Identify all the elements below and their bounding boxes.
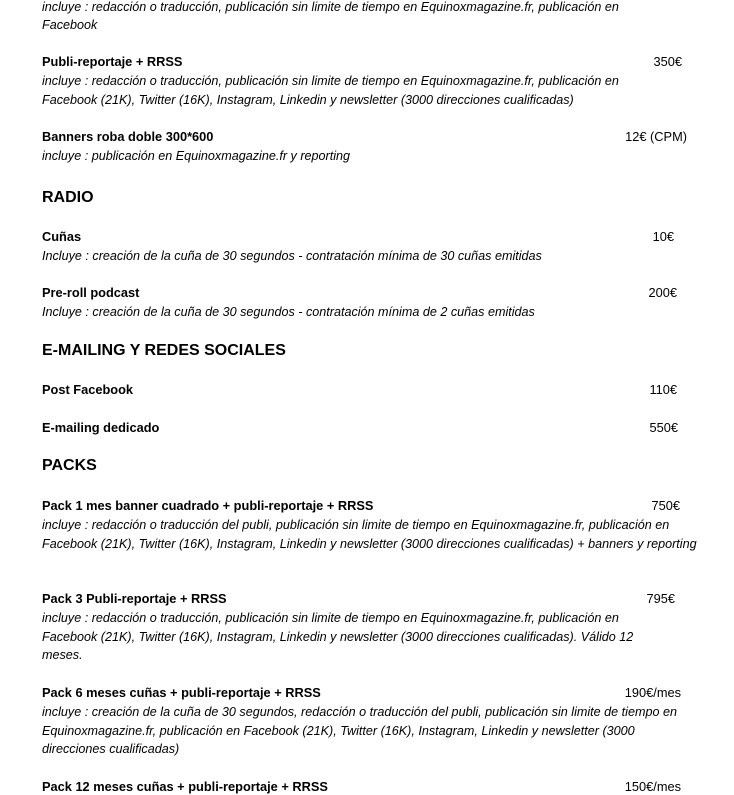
item-desc-pack6: incluye : creación de la cuña de 30 segundos, redacción o traducción del publi, publicación sin limite de tiempo en Equinoxmagazine.fr, publicación en Facebook (21K), Twitter (16K), Instagram, Linkedin y newsletter (3000 direcciones cualificadas) bbox=[42, 705, 677, 757]
item-price-pack1: 750€ bbox=[651, 498, 680, 513]
item-title-pack6: Pack 6 meses cuñas + publi-reportaje + RRSS bbox=[42, 685, 321, 700]
item-desc-cunas: Incluye : creación de la cuña de 30 segundos - contratación mínima de 30 cuñas emitidas bbox=[42, 249, 542, 263]
item-title-preroll: Pre-roll podcast bbox=[42, 285, 140, 300]
item-price-pack6: 190€/mes bbox=[624, 685, 681, 700]
item-title-publireportaje: Publi-reportaje + RRSS bbox=[42, 54, 183, 69]
section-heading-packs: PACKS bbox=[42, 457, 97, 474]
item-title-pack1: Pack 1 mes banner cuadrado + publi-reportaje + RRSS bbox=[42, 498, 374, 513]
item-price-cunas: 10€ bbox=[652, 229, 674, 244]
item-price-post-facebook: 110€ bbox=[649, 382, 677, 397]
item-title-emailing: E-mailing dedicado bbox=[42, 420, 160, 435]
item-desc-publireportaje: incluye : redacción o traducción, publicación sin limite de tiempo en Equinoxmagazine.fr, publicación en Facebook (21K), Twitter (16K), Instagram, Linkedin y newsletter (3000 direcciones cualificadas) bbox=[42, 74, 619, 107]
item-price-preroll: 200€ bbox=[648, 285, 677, 300]
section-heading-radio: RADIO bbox=[42, 189, 94, 206]
item-price-pack3: 795€ bbox=[646, 591, 675, 606]
item-price-banners: 12€ (CPM) bbox=[625, 129, 687, 144]
top-fragment-line2: Facebook bbox=[42, 18, 98, 32]
item-title-cunas: Cuñas bbox=[42, 229, 82, 244]
item-title-banners: Banners roba doble 300*600 bbox=[42, 129, 214, 144]
section-heading-emailing: E-MAILING Y REDES SOCIALES bbox=[42, 342, 286, 359]
item-price-pack12: 150€/mes bbox=[624, 779, 681, 794]
item-desc-pack1: incluye : redacción o traducción del publi, publicación sin limite de tiempo en Equinoxmagazine.fr, publicación en Facebook (21K), Twitter (16K), Instagram, Linkedin y newsletter (3000 direcciones cualificadas) + banners y reporting bbox=[42, 518, 697, 551]
item-desc-banners: incluye : publicación en Equinoxmagazine.fr y reporting bbox=[42, 149, 351, 163]
item-desc-pack3: incluye : redacción o traducción, publicación sin limite de tiempo en Equinoxmagazine.fr, publicación en Facebook (21K), Twitter (16K), Instagram, Linkedin y newsletter (3000 direcciones cualificadas). Válido 12 meses. bbox=[42, 611, 634, 663]
item-price-publireportaje: 350€ bbox=[653, 54, 682, 69]
item-title-pack12: Pack 12 meses cuñas + publi-reportaje + RRSS bbox=[42, 779, 328, 794]
item-title-pack3: Pack 3 Publi-reportaje + RRSS bbox=[42, 591, 227, 606]
top-fragment-line1: incluye : redacción o traducción, publicación sin limite de tiempo en Equinoxmagazine.fr, publicación en bbox=[42, 0, 619, 14]
item-title-post-facebook: Post Facebook bbox=[42, 382, 134, 397]
item-price-emailing: 550€ bbox=[649, 420, 678, 435]
item-desc-preroll: Incluye : creación de la cuña de 30 segundos - contratación mínima de 2 cuñas emitidas bbox=[42, 305, 535, 319]
cut-off-row bbox=[0, 777, 734, 794]
